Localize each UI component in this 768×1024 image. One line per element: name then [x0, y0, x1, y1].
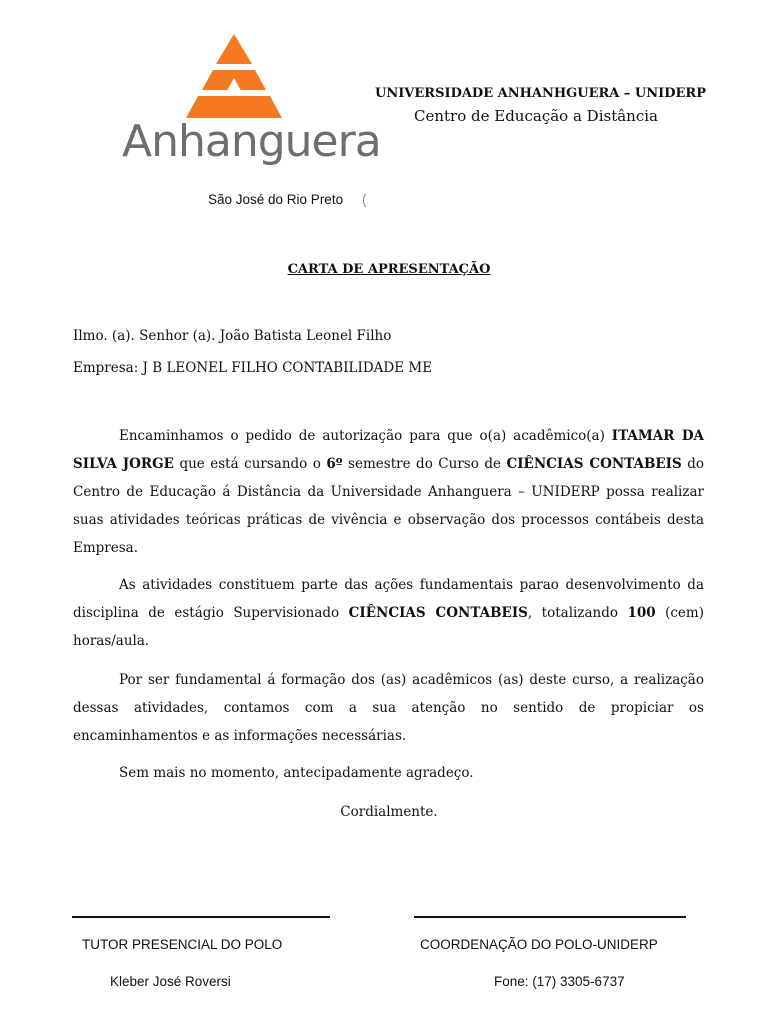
semester: 6º: [326, 456, 343, 472]
coordination-phone: Fone: (17) 3305-6737: [494, 974, 625, 989]
logo-wordmark: Anhanguera: [122, 116, 381, 167]
city-date-tail: (: [362, 192, 367, 207]
signature-line-right: [414, 916, 686, 918]
signature-line-left: [72, 916, 330, 918]
city-date-line: São José do Rio Preto: [208, 192, 344, 207]
document-title: CARTA DE APRESENTAÇÃO: [287, 262, 491, 277]
closing: Cordialmente.: [340, 804, 438, 820]
education-center: Centro de Educação a Distância: [414, 107, 658, 125]
recipient-company: Empresa: J B LEONEL FILHO CONTABILIDADE ME: [73, 360, 433, 376]
paragraph-thanks: Sem mais no momento, antecipadamente agradeço.: [119, 765, 474, 781]
recipient-name: Ilmo. (a). Senhor (a). João Batista Leonel Filho: [73, 328, 392, 344]
paragraph-request: Encaminhamos o pedido de autorização para que o(a) acadêmico(a) ITAMAR DA SILVA JORGE que está cursando o 6º semestre do Curso de CIÊNCIAS CONTABEIS do Centro de Educação á Distância da Universidade Anhanguera – UNIDERP possa realizar suas atividades teóricas práticas de vivência e observação dos processos contábeis desta Empresa.: [73, 428, 704, 556]
course-name: CIÊNCIAS CONTABEIS: [506, 456, 682, 472]
student-name: ITAMAR DA SILVA JORGE: [73, 428, 704, 472]
anhanguera-logo-icon: [186, 34, 282, 118]
hours-count: 100: [627, 605, 656, 621]
tutor-title: TUTOR PRESENCIAL DO POLO: [82, 937, 283, 952]
university-name: UNIVERSIDADE ANHANHGUERA – UNIDERP: [375, 86, 706, 101]
paragraph-activities: As atividades constituem parte das ações fundamentais parao desenvolvimento da disciplina de estágio Supervisionado CIÊNCIAS CONTABEIS, totalizando 100 (cem) horas/aula.: [73, 577, 704, 649]
course-name-2: CIÊNCIAS CONTABEIS: [348, 605, 528, 621]
tutor-name: Kleber José Roversi: [110, 974, 231, 989]
paragraph-importance: Por ser fundamental á formação dos (as) acadêmicos (as) deste curso, a realização dessas atividades, contamos com a sua atenção no sentido de propiciar os encaminhamentos e as informações necessárias.: [73, 672, 704, 744]
coordination-title: COORDENAÇÃO DO POLO-UNIDERP: [420, 937, 658, 952]
